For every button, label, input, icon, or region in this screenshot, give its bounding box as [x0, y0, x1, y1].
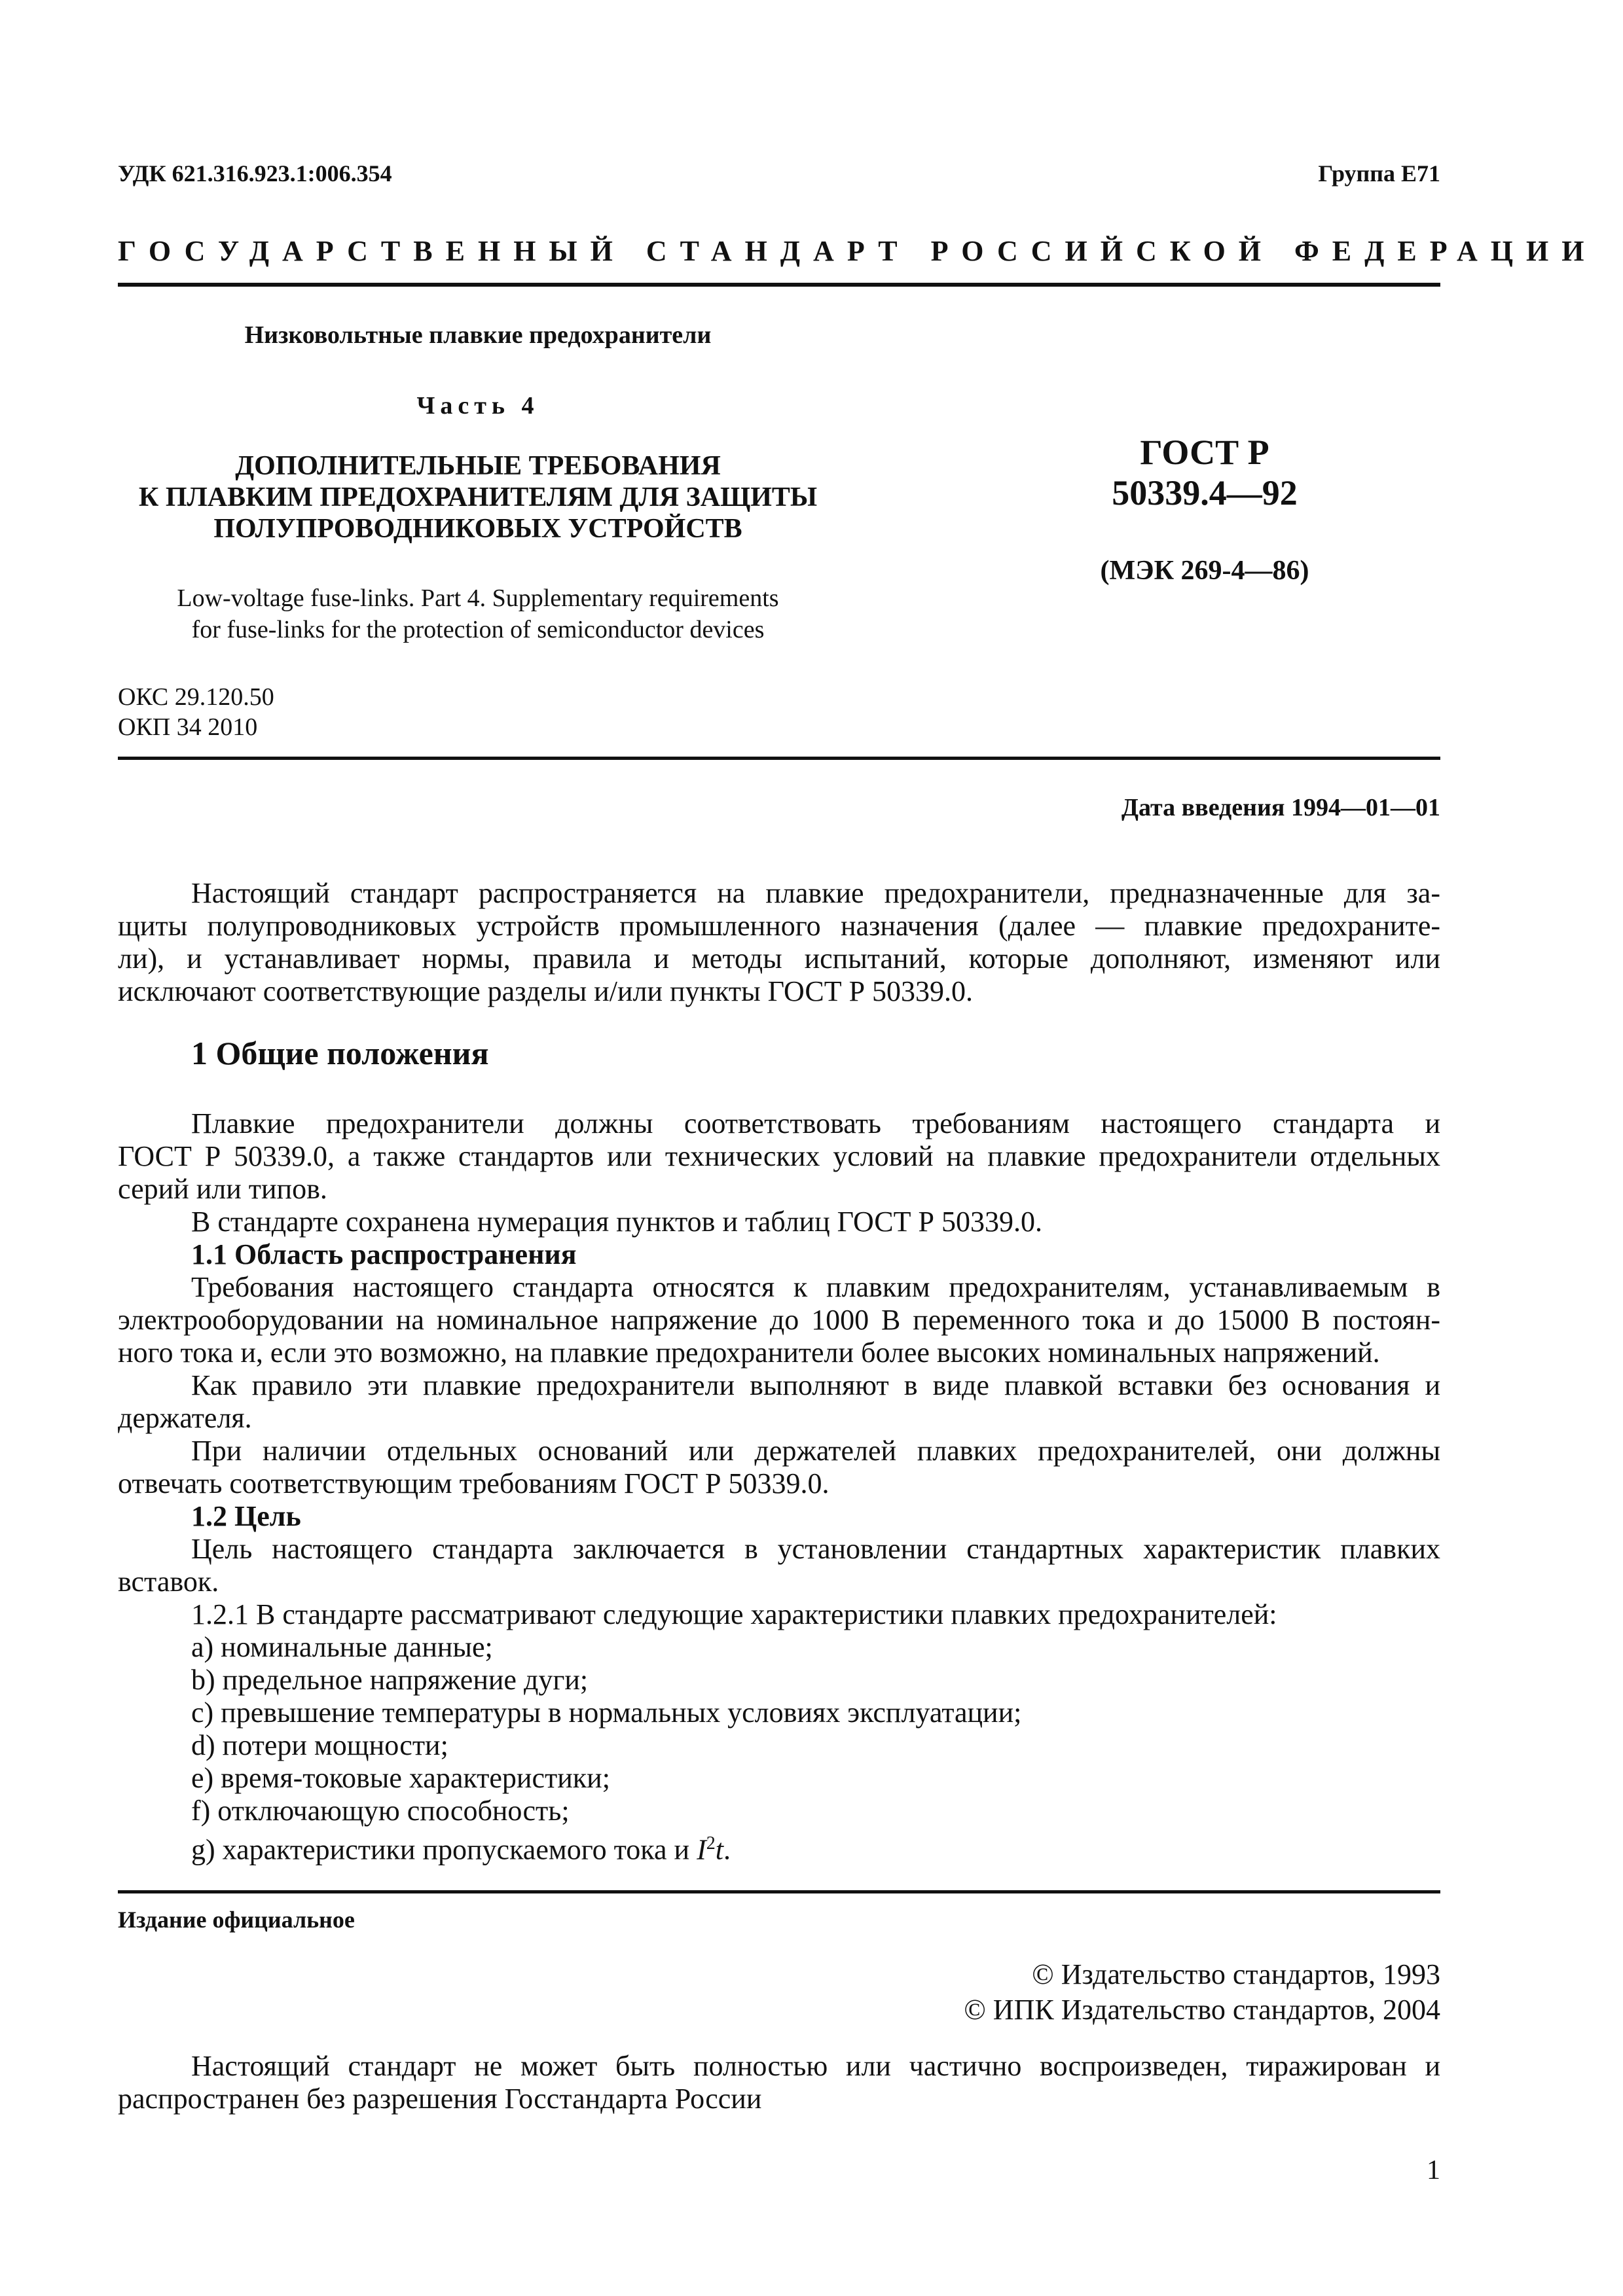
text-line: Цель настоящего стандарта заключается в установлении стандартных характеристик плавких: [191, 1533, 1440, 1565]
text-line: Настоящий стандарт не может быть полностью или частично воспроизведен, тиражирован и: [191, 2050, 1440, 2082]
text-line: При наличии отдельных оснований или держателей плавких предохранителей, они должны: [191, 1435, 1440, 1467]
gost-label: ГОСТ Р: [1140, 433, 1269, 472]
text-line: держателя.: [118, 1402, 252, 1434]
group-code: Группа Е71: [1318, 160, 1440, 187]
section-1-2-heading: 1.2 Цель: [191, 1500, 301, 1532]
title-line: ПОЛУПРОВОДНИКОВЫХ УСТРОЙСТВ: [213, 514, 742, 544]
text-line: Плавкие предохранители должны соответствовать требованиям настоящего стандарта и: [191, 1107, 1440, 1139]
list-item: a) номинальные данные;: [191, 1631, 493, 1663]
text-line: ли), и устанавливает нормы, правила и методы испытаний, которые дополняют, изменяют или: [118, 942, 1440, 975]
list-item: d) потери мощности;: [191, 1729, 448, 1761]
iec-reference: (МЭК 269-4—86): [1100, 556, 1309, 586]
current-symbol: I: [697, 1833, 706, 1866]
reproduction-notice: [118, 2050, 1440, 2115]
intro-paragraph: [118, 877, 1440, 1008]
text-line: Как правило эти плавкие предохранители выполняют в виде плавкой вставки без основания и: [191, 1369, 1440, 1401]
text-line: исключают соответствующие разделы и/или пункты ГОСТ Р 50339.0.: [118, 975, 974, 1007]
title-line: ДОПОЛНИТЕЛЬНЫЕ ТРЕБОВАНИЯ: [235, 451, 721, 481]
period: .: [723, 1833, 731, 1866]
english-title-line: for fuse-links for the protection of semiconductor devices: [191, 616, 765, 643]
state-standard-banner: ГОСУДАРСТВЕННЫЙ СТАНДАРТ РОССИЙСКОЙ ФЕДЕРАЦИИ: [118, 235, 1597, 267]
exponent: 2: [706, 1833, 716, 1854]
clause-1-2-1: 1.2.1 В стандарте рассматривают следующие характеристики плавких предохранителей:: [191, 1598, 1277, 1630]
okp-code: ОКП 34 2010: [118, 713, 258, 741]
purpose-paragraph: [118, 1533, 1440, 1598]
gost-number: [1021, 432, 1388, 513]
standard-subtitle: Низковольтные плавкие предохранители: [244, 321, 712, 349]
copyright-line: © ИПК Издательство стандартов, 2004: [964, 1994, 1440, 2026]
text-line: ного тока и, если это возможно, на плавкие предохранители более высоких номинальных напряжений.: [118, 1336, 1380, 1369]
introduction-date: Дата введения 1994—01—01: [1121, 794, 1440, 821]
list-item: b) предельное напряжение дуги;: [191, 1664, 589, 1696]
list-item-text: g) характеристики пропускаемого тока и: [191, 1833, 697, 1866]
section-1-1-heading: 1.1 Область распространения: [191, 1238, 577, 1270]
text-line: ГОСТ Р 50339.0, а также стандартов или технических условий на плавкие предохранители отдельных: [118, 1140, 1440, 1172]
udk-code: УДК 621.316.923.1:006.354: [118, 160, 392, 187]
time-symbol: t: [715, 1833, 723, 1866]
text-line: распространен без разрешения Госстандарта России: [118, 2083, 762, 2115]
text-line: вставок.: [118, 1566, 219, 1598]
english-title: [151, 583, 805, 645]
list-item: [191, 1827, 731, 1867]
document-title: [118, 450, 838, 545]
scope-paragraph-3: [118, 1435, 1440, 1500]
section-1-heading: 1 Общие положения: [191, 1035, 489, 1071]
text-line: Требования настоящего стандарта относятся к плавким предохранителям, устанавливаемым в: [191, 1271, 1440, 1303]
copyright-line: © Издательство стандартов, 1993: [1032, 1958, 1440, 1990]
copyright-block: [786, 1957, 1440, 2028]
text-line: электрооборудовании на номинальное напряжение до 1000 В переменного тока и до 15000 В постоян-: [118, 1304, 1440, 1336]
english-title-line: Low-voltage fuse-links. Part 4. Supplementary requirements: [177, 584, 779, 612]
title-rule: [118, 757, 1440, 760]
title-line: К ПЛАВКИМ ПРЕДОХРАНИТЕЛЯМ ДЛЯ ЗАЩИТЫ: [138, 482, 818, 512]
text-line: Настоящий стандарт распространяется на плавкие предохранители, предназначенные для за-: [191, 877, 1440, 909]
text-line: серий или типов.: [118, 1173, 327, 1205]
footer-rule: [118, 1890, 1440, 1893]
official-edition-label: Издание официальное: [118, 1907, 355, 1933]
oks-code: ОКС 29.120.50: [118, 683, 274, 711]
list-item: f) отключающую способность;: [191, 1795, 570, 1827]
header-rule: [118, 283, 1440, 287]
text-line: щиты полупроводниковых устройств промышленного назначения (далее — плавкие предохраните-: [118, 910, 1440, 942]
gost-code: 50339.4—92: [1112, 473, 1298, 512]
scope-paragraph: [118, 1271, 1440, 1369]
page-number: 1: [1427, 2155, 1440, 2185]
numbering-note: В стандарте сохранена нумерация пунктов и таблиц ГОСТ Р 50339.0.: [191, 1206, 1042, 1238]
scope-paragraph-2: [118, 1369, 1440, 1435]
list-item: e) время-токовые характеристики;: [191, 1762, 610, 1794]
text-line: отвечать соответствующим требованиям ГОСТ Р 50339.0.: [118, 1467, 830, 1499]
classification-codes: [118, 682, 274, 742]
list-item: c) превышение температуры в нормальных условиях эксплуатации;: [191, 1696, 1022, 1729]
section-1-paragraph: [118, 1107, 1440, 1206]
part-label: Часть 4: [416, 392, 539, 420]
